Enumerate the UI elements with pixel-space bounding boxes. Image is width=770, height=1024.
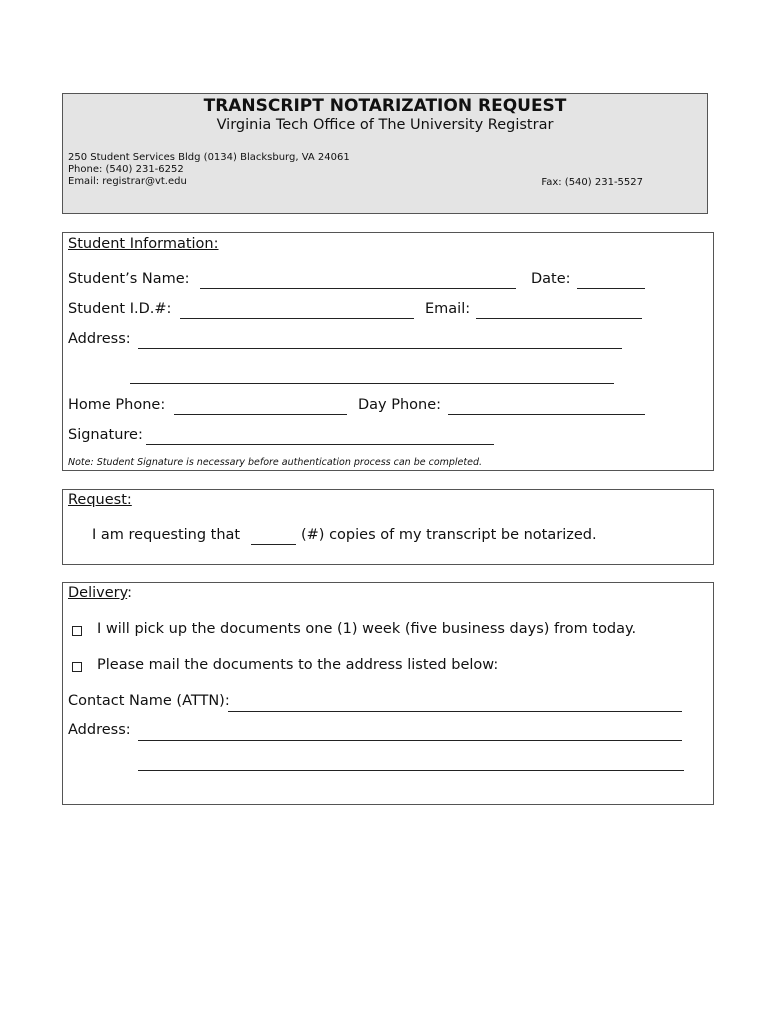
office-address: 250 Student Services Bldg (0134) Blacksburg, VA 24061 [68, 152, 350, 163]
student-id-label: Student I.D.#: [68, 301, 172, 317]
address-line-1-field[interactable] [138, 348, 622, 349]
student-name-field[interactable] [200, 288, 516, 289]
day-phone-field[interactable] [448, 414, 645, 415]
home-phone-field[interactable] [174, 414, 347, 415]
office-fax: Fax: (540) 231-5527 [541, 177, 643, 188]
office-email: Email: registrar@vt.edu [68, 176, 187, 187]
pickup-option-label: I will pick up the documents one (1) week (five business days) from today. [97, 621, 637, 637]
student-name-label: Student’s Name: [68, 271, 190, 287]
delivery-heading-text: Delivery [68, 585, 128, 601]
mail-option-label: Please mail the documents to the address listed below: [97, 657, 499, 673]
copies-count-field[interactable] [251, 544, 296, 545]
home-phone-label: Home Phone: [68, 397, 166, 413]
office-phone: Phone: (540) 231-6252 [68, 164, 184, 175]
contact-name-label: Contact Name (ATTN): [68, 693, 230, 709]
email-label: Email: [425, 301, 471, 317]
form-subtitle: Virginia Tech Office of The University Registrar [216, 117, 554, 133]
delivery-address-line-1-field[interactable] [138, 740, 682, 741]
form-title: TRANSCRIPT NOTARIZATION REQUEST [203, 96, 567, 116]
address-line-2-field[interactable] [130, 383, 614, 384]
address-label: Address: [68, 331, 131, 347]
signature-label: Signature: [68, 427, 143, 443]
student-id-field[interactable] [180, 318, 414, 319]
student-info-section [62, 232, 714, 471]
header-box [62, 93, 708, 214]
delivery-heading [68, 585, 132, 601]
mail-checkbox[interactable] [72, 662, 82, 672]
request-heading: Request: [68, 492, 132, 508]
date-field[interactable] [577, 288, 645, 289]
email-field[interactable] [476, 318, 642, 319]
date-label: Date: [531, 271, 571, 287]
pickup-checkbox[interactable] [72, 626, 82, 636]
contact-name-field[interactable] [228, 711, 682, 712]
day-phone-label: Day Phone: [358, 397, 442, 413]
signature-field[interactable] [146, 444, 494, 445]
signature-note: Note: Student Signature is necessary before authentication process can be completed. [68, 457, 483, 468]
delivery-address-line-2-field[interactable] [138, 770, 684, 771]
request-text-after: (#) copies of my transcript be notarized. [301, 527, 597, 543]
delivery-address-label: Address: [68, 722, 131, 738]
delivery-heading-colon: : [127, 585, 133, 601]
request-text-before: I am requesting that [92, 527, 241, 543]
student-info-heading: Student Information: [68, 236, 219, 252]
